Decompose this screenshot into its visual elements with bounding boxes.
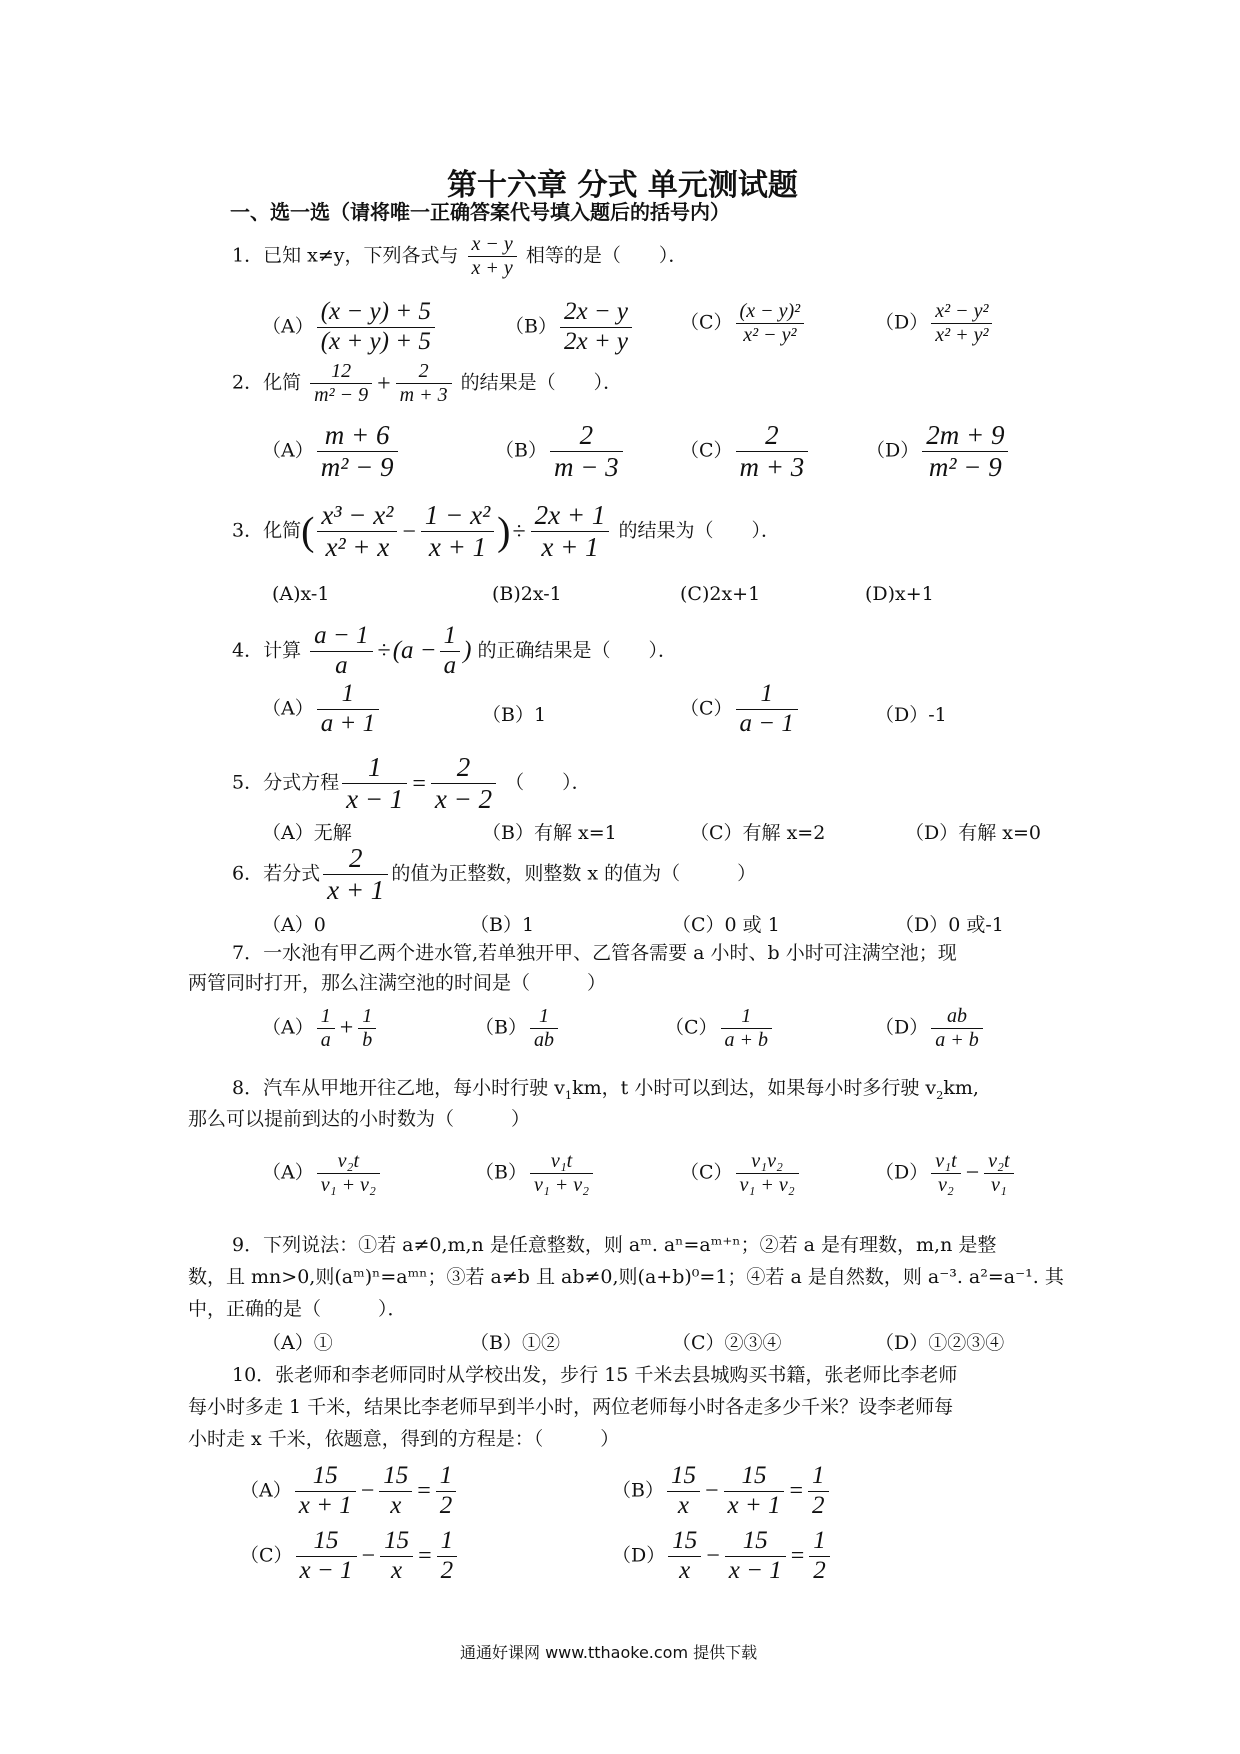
question-1-stem (232, 233, 687, 280)
numerator: 1 (317, 680, 379, 710)
option-fraction (984, 1150, 1013, 1197)
denominator: a (320, 1029, 331, 1051)
numerator: 15 (724, 1462, 785, 1492)
q9-option-c[interactable]: （C）②③④ (672, 1332, 782, 1354)
option-label: （B） (495, 439, 547, 462)
minus-sign: − (361, 1542, 376, 1569)
page-footer: 通通好课网 www.tthaoke.com 提供下载 (460, 1643, 758, 1662)
q2-fraction-1 (310, 360, 372, 407)
q2-option-a[interactable] (262, 420, 401, 483)
denominator: m² − 9 (314, 384, 369, 406)
option-label: （C） (680, 311, 733, 334)
denominator: m² − 9 (928, 452, 1002, 483)
equals-sign: = (790, 1542, 805, 1569)
q2-option-c[interactable] (680, 420, 811, 483)
option-fraction (436, 1462, 457, 1521)
q1-stem-text: 1．已知 x≠y，下列各式与 (232, 244, 459, 267)
q5-fraction-1 (342, 752, 407, 815)
q4-option-a[interactable] (262, 680, 382, 739)
q8-text: 8．汽车从甲地开往乙地，每小时行驶 v (232, 1077, 565, 1099)
option-fraction (736, 1150, 799, 1197)
numerator: 15 (725, 1527, 786, 1557)
option-fraction (736, 300, 805, 347)
question-9-line-2: 数，且 mn>0,则(aᵐ)ⁿ=aᵐⁿ；③若 a≠b 且 ab≠0,则(a+b)⁰=1；④若 a 是自然数，则 a⁻³. a²=a⁻¹. 其 (188, 1266, 1064, 1288)
denominator: x − 1 (299, 1556, 353, 1584)
denominator: x − 2 (434, 784, 493, 815)
denominator: x (679, 1556, 691, 1584)
question-7-line-1: 7．一水池有甲乙两个进水管,若单独开甲、乙管各需要 a 小时、b 小时可注满空池；现 (232, 942, 957, 964)
q10-option-b[interactable] (612, 1462, 832, 1521)
q1-option-c[interactable] (680, 300, 807, 347)
numerator: 15 (380, 1527, 413, 1557)
q3-option-c[interactable]: (C)2x+1 (680, 583, 761, 605)
option-fraction (721, 1005, 773, 1052)
option-label: （A） (262, 1161, 314, 1184)
denominator: m + 3 (399, 384, 448, 406)
numerator: v₁t (530, 1150, 593, 1174)
numerator: x³ − x² (317, 500, 397, 532)
q5-stem-text: 5．分式方程 (232, 771, 340, 794)
option-fraction (530, 1005, 558, 1052)
plus-sign: + (339, 1015, 354, 1041)
denominator: 2 (440, 1556, 454, 1584)
equals-sign: = (789, 1477, 804, 1504)
numerator: 1 (809, 1527, 830, 1557)
numerator: 2 (323, 843, 388, 875)
q3-stem-text: 3．化简 (232, 519, 302, 542)
question-9-line-1: 9．下列说法：①若 a≠0,m,n 是任意整数，则 aᵐ. aⁿ=aᵐ⁺ⁿ；②若 a 是有理数，m,n 是整 (232, 1234, 997, 1256)
q6-fraction (323, 843, 388, 906)
question-8-line-1 (232, 1075, 979, 1108)
numerator: 1 (358, 1005, 376, 1029)
option-label: （D） (875, 1016, 929, 1039)
q8-text: km, (943, 1077, 979, 1099)
q3-option-d[interactable]: (D)x+1 (865, 583, 934, 605)
option-label: （C） (240, 1544, 293, 1567)
option-fraction (550, 420, 623, 483)
question-9-line-3: 中，正确的是（ ）． (188, 1298, 407, 1320)
q2-stem-tail: 的结果是（ ）． (460, 371, 623, 394)
denominator: x² + y² (935, 324, 989, 346)
option-fraction (358, 1005, 376, 1052)
option-label: （B） (612, 1479, 664, 1502)
q1-main-fraction (468, 233, 517, 280)
q5-option-d[interactable]: （D）有解 x=0 (905, 822, 1041, 844)
question-8-line-2: 那么可以提前到达的小时数为（ ） (188, 1108, 531, 1130)
question-3-stem (232, 500, 780, 563)
denominator: m² − 9 (320, 452, 394, 483)
option-fraction (380, 1527, 413, 1586)
q6-option-a[interactable]: （A）0 (262, 914, 326, 936)
section-heading: 一、选一选（请将唯一正确答案代号填入题后的括号内） (230, 200, 730, 224)
question-10-line-3: 小时走 x 千米，依题意，得到的方程是：（ ） (188, 1428, 620, 1450)
q10-option-c[interactable] (240, 1527, 460, 1586)
denominator: b (362, 1029, 373, 1051)
q4-fraction-1 (310, 622, 372, 681)
numerator: 15 (379, 1462, 412, 1492)
denominator: a + b (724, 1029, 769, 1051)
numerator: 1 (736, 680, 798, 710)
divide-sign: ÷ (512, 518, 526, 545)
minus-sign: − (704, 1477, 719, 1504)
q2-option-b[interactable] (495, 420, 626, 483)
numerator: 2 (550, 420, 623, 452)
numerator: 1 (440, 622, 461, 652)
option-label: （C） (680, 697, 733, 720)
question-7-line-2: 两管同时打开，那么注满空池的时间是（ ） (188, 972, 607, 994)
option-fraction (317, 420, 398, 483)
numerator: 1 (721, 1005, 773, 1029)
q6-option-c[interactable]: （C）0 或 1 (672, 914, 780, 936)
numerator: 1 (342, 752, 407, 784)
q8-option-a[interactable] (262, 1150, 383, 1197)
option-fraction (931, 300, 992, 347)
denominator: (x + y) + 5 (320, 327, 431, 355)
option-fraction (379, 1462, 412, 1521)
option-fraction (560, 298, 632, 357)
option-fraction (724, 1462, 785, 1521)
denominator: a − 1 (739, 709, 794, 737)
denominator: x + 1 (541, 532, 599, 563)
numerator: ab (931, 1005, 983, 1029)
option-fraction (530, 1150, 593, 1197)
option-label: （A） (240, 1479, 292, 1502)
question-10-line-2: 每小时多走 1 千米，结果比李老师早到半小时，两位老师每小时各走多少千米？设李老师每 (188, 1396, 954, 1418)
q7-option-c[interactable] (665, 1005, 775, 1052)
option-fraction (317, 298, 435, 357)
numerator: 2m + 9 (922, 420, 1008, 452)
numerator: 2 (396, 360, 452, 384)
subscript: 2 (936, 1087, 944, 1102)
numerator: v₁t (931, 1150, 960, 1174)
numerator: (x − y)² (736, 300, 805, 324)
subscript: 1 (564, 1087, 573, 1102)
equals-sign: = (417, 1477, 431, 1504)
option-fraction (808, 1462, 829, 1521)
numerator: 2x + 1 (531, 500, 610, 532)
q8-text: km，t 小时可以到达，如果每小时多行驶 v (572, 1077, 937, 1099)
q5-option-b[interactable]: （B）有解 x=1 (482, 822, 617, 844)
denominator: v₂ (938, 1174, 954, 1196)
numerator: 2x − y (560, 298, 632, 328)
q4-option-d[interactable]: （D）-1 (875, 704, 947, 726)
q6-stem-tail: 的值为正整数，则整数 x 的值为（ ） (391, 862, 757, 885)
numerator: 15 (668, 1527, 701, 1557)
option-label: （C） (680, 1161, 733, 1184)
q6-stem-text: 6．若分式 (232, 862, 321, 885)
option-fraction (931, 1005, 983, 1052)
numerator: 2 (736, 420, 809, 452)
denominator: m + 3 (739, 452, 805, 483)
equals-sign: = (412, 770, 426, 797)
question-5-stem (232, 752, 591, 815)
q1-stem-tail: 相等的是（ ）． (525, 244, 688, 267)
q9-option-b[interactable]: （B）①② (470, 1332, 560, 1354)
denominator: a (443, 651, 457, 679)
option-label: （A） (262, 315, 314, 338)
denominator: a (335, 651, 348, 679)
option-fraction (736, 680, 798, 739)
question-10-line-1: 10．张老师和李老师同时从学校出发，步行 15 千米去县城购买书籍，张老师比李老师 (232, 1364, 958, 1386)
q5-option-a[interactable]: （A）无解 (262, 822, 352, 844)
q7-option-b[interactable] (475, 1005, 561, 1052)
q4-fraction-2 (440, 622, 461, 681)
numerator: v₂t (317, 1150, 380, 1174)
numerator: 1 − x² (421, 500, 494, 532)
q1-option-d[interactable] (875, 300, 995, 347)
q2-option-d[interactable] (866, 420, 1011, 483)
denominator: x (677, 1491, 690, 1519)
option-fraction (725, 1527, 786, 1586)
option-fraction (931, 1150, 960, 1197)
numerator: 15 (295, 1462, 356, 1492)
minus-sign: − (402, 518, 416, 545)
option-label: （A） (262, 439, 314, 462)
numerator: a − 1 (310, 622, 372, 652)
denominator: x + 1 (727, 1491, 781, 1519)
question-6-stem (232, 843, 756, 906)
q3-option-a[interactable]: (A)x-1 (272, 583, 330, 605)
numerator: v₁v₂ (736, 1150, 799, 1174)
option-fraction (668, 1527, 701, 1586)
denominator: 2 (813, 1556, 826, 1584)
option-fraction (295, 1462, 356, 1521)
q3-stem-tail: 的结果为（ ）． (618, 519, 780, 542)
option-fraction (736, 420, 809, 483)
option-label: （C） (680, 439, 733, 462)
divide-sign: ÷ (377, 638, 391, 665)
numerator: 15 (296, 1527, 357, 1557)
q6-option-d[interactable]: （D）0 或-1 (895, 914, 1004, 936)
denominator: x (391, 1556, 403, 1584)
denominator: x − 1 (346, 784, 404, 815)
q8-option-d[interactable] (875, 1150, 1017, 1197)
option-fraction (317, 1005, 335, 1052)
denominator: x + 1 (428, 532, 487, 563)
question-4-stem (232, 622, 677, 681)
option-label: （B） (475, 1161, 527, 1184)
question-2-stem (232, 360, 622, 407)
q4-inner-expression: (a − (392, 637, 437, 665)
option-label: （A） (262, 697, 314, 720)
option-fraction (809, 1527, 830, 1586)
q8-option-b[interactable] (475, 1150, 596, 1197)
option-label: （C） (665, 1016, 718, 1039)
option-label: （D） (875, 311, 929, 334)
option-label: （A） (262, 1016, 314, 1039)
q4-option-b[interactable]: （B）1 (482, 704, 547, 726)
denominator: ab (533, 1029, 554, 1051)
q1-option-b[interactable] (505, 298, 635, 357)
denominator: a + 1 (320, 709, 376, 737)
left-paren: ( (301, 508, 315, 554)
q9-option-a[interactable]: （A）① (262, 1332, 333, 1354)
option-label: （B） (475, 1016, 527, 1039)
denominator: v₁ + v₂ (739, 1174, 795, 1196)
q6-option-b[interactable]: （B）1 (470, 914, 535, 936)
minus-sign: − (965, 1160, 980, 1186)
numerator: x² − y² (931, 300, 992, 324)
denominator: 2x + y (563, 327, 629, 355)
q3-fraction-1 (317, 500, 397, 563)
option-label: （B） (505, 315, 557, 338)
page-title: 第十六章 分式 单元测试题 (447, 168, 798, 203)
denominator: v₁ + v₂ (533, 1174, 590, 1196)
q4-stem-tail: 的正确结果是（ ）． (477, 639, 678, 662)
numerator: v₂t (984, 1150, 1013, 1174)
minus-sign: − (706, 1542, 720, 1569)
q4-stem-text: 4．计算 (232, 639, 302, 662)
option-fraction (667, 1462, 700, 1521)
q8-option-c[interactable] (680, 1150, 802, 1197)
q7-option-d[interactable] (875, 1005, 986, 1052)
minus-sign: − (360, 1477, 375, 1504)
numerator: 1 (530, 1005, 558, 1029)
q2-stem-text: 2．化简 (232, 371, 302, 394)
option-fraction (437, 1527, 458, 1586)
denominator: x² − y² (743, 324, 797, 346)
q4-option-c[interactable] (680, 680, 801, 739)
numerator: 15 (667, 1462, 700, 1492)
denominator: x + 1 (298, 1491, 352, 1519)
numerator: x − y (468, 233, 517, 257)
numerator: 1 (436, 1462, 457, 1492)
q3-option-b[interactable]: (B)2x-1 (492, 583, 562, 605)
denominator: m − 3 (553, 452, 619, 483)
q3-fraction-2 (421, 500, 494, 563)
q5-fraction-2 (431, 752, 496, 815)
numerator: 2 (431, 752, 496, 784)
right-paren: ) (463, 637, 472, 665)
denominator: x − 1 (728, 1556, 782, 1584)
option-label: （D） (875, 1161, 929, 1184)
right-paren: ) (497, 508, 511, 554)
plus-sign: + (377, 370, 391, 397)
q5-stem-tail: （ ）． (505, 771, 591, 794)
option-label: （D） (866, 439, 920, 462)
q9-option-d[interactable]: （D）①②③④ (875, 1332, 1005, 1354)
denominator: v₁ + v₂ (320, 1174, 376, 1196)
denominator: 2 (439, 1491, 453, 1519)
q5-option-c[interactable]: （C）有解 x=2 (690, 822, 826, 844)
denominator: a + b (935, 1029, 979, 1051)
option-label: （D） (612, 1544, 666, 1567)
q3-fraction-3 (531, 500, 610, 563)
option-fraction (296, 1527, 357, 1586)
numerator: 1 (317, 1005, 335, 1029)
q7-option-a[interactable] (262, 1005, 379, 1052)
option-fraction (317, 1150, 380, 1197)
option-fraction (922, 420, 1008, 483)
option-fraction (317, 680, 379, 739)
numerator: 12 (310, 360, 372, 384)
q2-fraction-2 (396, 360, 452, 407)
denominator: x + y (471, 257, 513, 279)
q10-option-a[interactable] (240, 1462, 459, 1521)
denominator: x (390, 1491, 402, 1519)
denominator: 2 (812, 1491, 825, 1519)
q10-option-d[interactable] (612, 1527, 833, 1586)
numerator: (x − y) + 5 (317, 298, 435, 328)
numerator: 1 (437, 1527, 458, 1557)
denominator: v₁ (990, 1174, 1007, 1196)
denominator: x + 1 (327, 875, 385, 906)
numerator: 1 (808, 1462, 829, 1492)
denominator: x² + x (325, 532, 390, 563)
q1-option-a[interactable] (262, 298, 438, 357)
numerator: m + 6 (317, 420, 398, 452)
equals-sign: = (418, 1542, 432, 1569)
